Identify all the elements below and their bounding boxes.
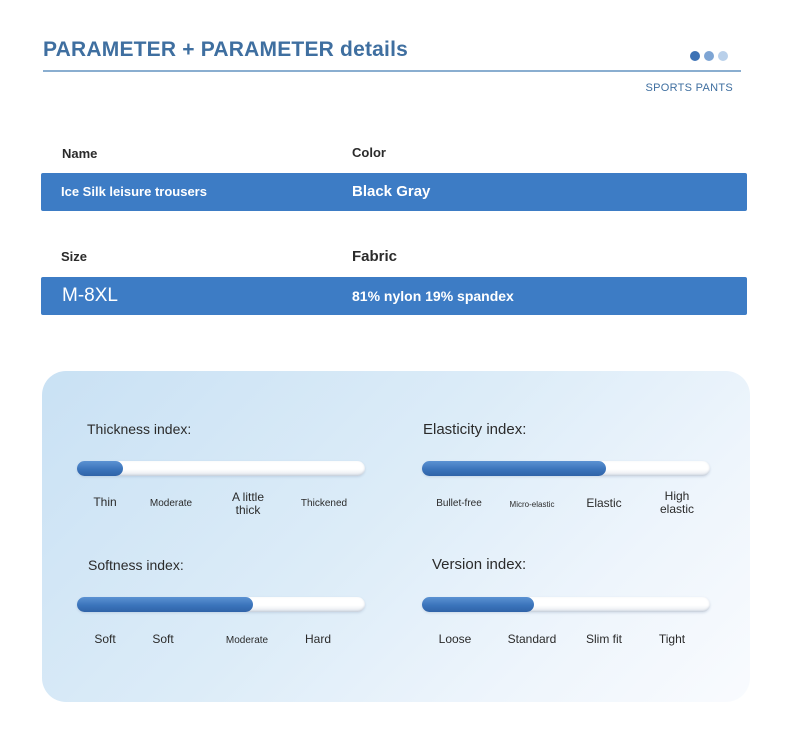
softness-index-fill [77,597,253,612]
version-option: Loose [438,632,472,646]
version-option: Standard [507,632,557,646]
elasticity-option: Bullet-free [436,498,482,509]
version-index-track [422,597,710,612]
softness-option: Soft [152,632,174,646]
softness-option: Moderate [225,635,269,646]
softness-option: Hard [304,632,332,646]
size-label: Size [61,249,88,264]
fabric-label: Fabric [352,248,398,265]
thickness-option: Thickened [300,498,348,509]
thickness-index-title: Thickness index: [87,421,192,437]
elasticity-index-fill [422,461,606,476]
color-label: Color [352,145,386,160]
size-value: M-8XL [62,285,118,306]
thickness-option: A little thick [231,490,264,517]
product-category: SPORTS PANTS [645,82,733,94]
thickness-index-track [77,461,365,476]
thickness-index-fill [77,461,123,476]
color-value: Black Gray [352,183,431,200]
name-label: Name [62,146,98,161]
dot-icon [704,51,714,61]
elasticity-index-title: Elasticity index: [423,421,527,438]
title-divider [43,70,741,72]
decorative-dots [690,51,728,61]
page-title: PARAMETER + PARAMETER details [43,38,408,61]
version-index-title: Version index: [432,556,527,573]
softness-index-track [77,597,365,612]
dot-icon [690,51,700,61]
name-value: Ice Silk leisure trousers [61,184,207,199]
fabric-value: 81% nylon 19% spandex [352,288,514,304]
version-option: Tight [658,632,686,646]
softness-option: Soft [94,632,116,646]
version-option: Slim fit [586,632,622,646]
elasticity-option: Elastic [586,496,622,510]
size-fabric-band [41,277,747,315]
dot-icon [718,51,728,61]
version-index-fill [422,597,534,612]
elasticity-index-track [422,461,710,476]
softness-index-title: Softness index: [88,557,184,573]
thickness-option: Thin [93,495,117,509]
thickness-option: Moderate [149,498,193,509]
name-color-band [41,173,747,211]
elasticity-option: High elastic [659,489,694,516]
elasticity-option: Micro-elastic [509,500,555,509]
